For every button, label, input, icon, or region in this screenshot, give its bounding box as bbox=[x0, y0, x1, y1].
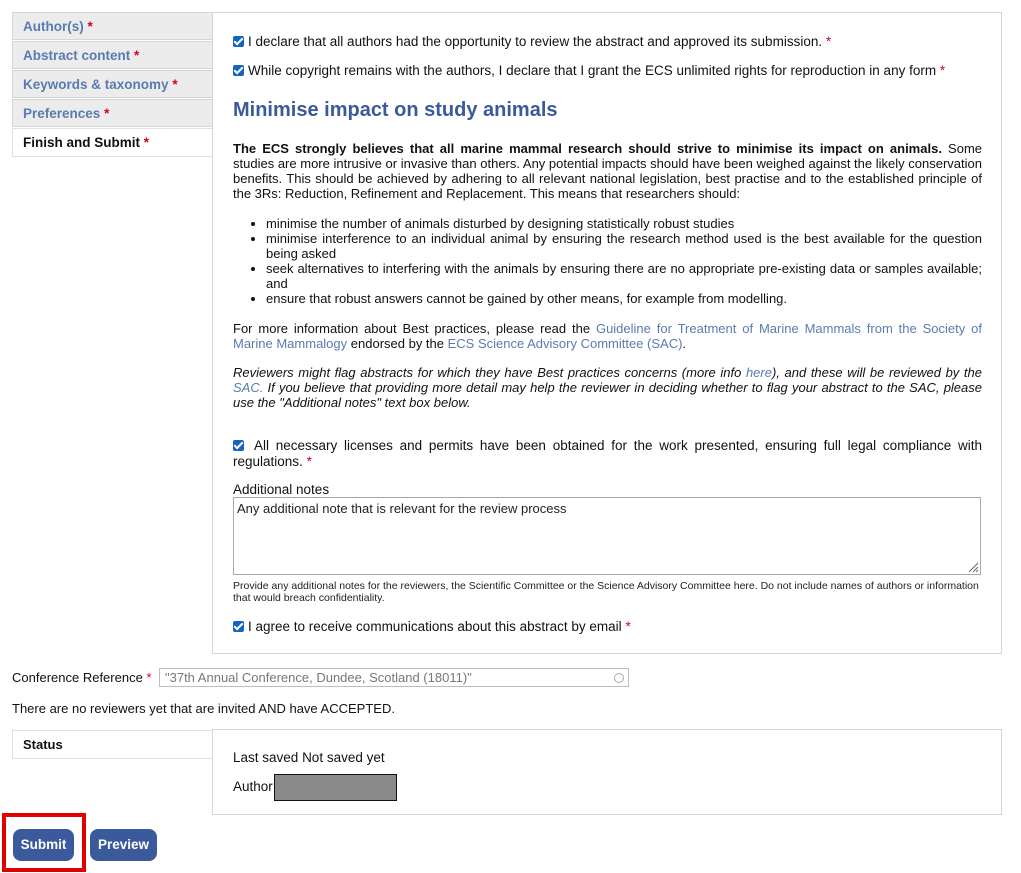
section-title: Minimise impact on study animals bbox=[233, 99, 558, 121]
form-tabs bbox=[12, 12, 213, 158]
tab-finish-and-submit[interactable] bbox=[12, 128, 213, 157]
tab-keywords-taxonomy[interactable] bbox=[12, 70, 213, 98]
more-info-text: For more information about Best practices, please read the bbox=[233, 321, 596, 336]
sac-short-link[interactable]: SAC. bbox=[233, 380, 264, 395]
reviewers-status-note: There are no reviewers yet that are invited AND have ACCEPTED. bbox=[12, 701, 395, 716]
finish-submit-panel bbox=[212, 12, 1002, 654]
intro-bold: The ECS strongly believes that all marine mammal research should strive to minimise its impact on animals. bbox=[233, 141, 942, 156]
licenses-checkbox[interactable] bbox=[233, 440, 244, 451]
list-item: • seek alternatives to interfering with the animals by ensuring there are no appropriate pre-existing data or samples available; and bbox=[266, 261, 982, 291]
list-item: • ensure that robust answers cannot be gained by other means, for example from modelling. bbox=[266, 291, 982, 306]
required-marker: * bbox=[306, 454, 312, 469]
sac-link[interactable]: ECS Science Advisory Committee (SAC) bbox=[447, 336, 683, 351]
communications-label: I agree to receive communications about this abstract by email bbox=[248, 619, 622, 634]
additional-notes-label: Additional notes bbox=[233, 482, 330, 497]
conference-reference-value: "37th Annual Conference, Dundee, Scotland (18011)" bbox=[165, 670, 472, 685]
communications-agreement bbox=[233, 619, 631, 634]
list-item: • minimise interference to an individual animal by ensuring the research method used is the best available for the question being asked bbox=[266, 231, 982, 261]
author-label: Author bbox=[233, 779, 273, 794]
submit-button[interactable]: Submit bbox=[13, 829, 74, 861]
list-item: • minimise the number of animals disturbed by designing statistically robust studies bbox=[266, 216, 982, 231]
last-saved-value: Not saved yet bbox=[302, 750, 385, 765]
tab-label: Keywords & taxonomy bbox=[23, 77, 169, 92]
additional-notes-help: Provide any additional notes for the reviewers, the Scientific Committee or the Science Advisory Committee here. Do not include names of authors or information that would breach confidentiality. bbox=[233, 580, 979, 604]
declaration-copyright-checkbox[interactable] bbox=[233, 65, 244, 76]
tab-status[interactable]: Status bbox=[12, 730, 213, 759]
section-intro bbox=[233, 141, 982, 201]
redacted-author-name bbox=[274, 774, 397, 801]
intro-text: Some studies are more intrusive or invasive than others. Any potential impacts should have been weighed against the likely conservation benefits. This should be achieved by adhering to all relevant national legislation, best practise and to the established principle of the 3Rs: Reduction, Refinement and Replacement. This means that researchers should: bbox=[233, 141, 983, 201]
guideline-link[interactable]: Guideline for Treatment of Marine Mammals from the Society of Marine Mammalogy bbox=[233, 321, 982, 351]
reviewers-text: If you believe that providing more detail may help the reviewer in deciding whether to flag your abstract to the SAC, please use the "Additional notes" text box below. bbox=[233, 380, 982, 410]
conference-reference-label bbox=[12, 670, 152, 685]
declaration-review-checkbox[interactable] bbox=[233, 36, 244, 47]
more-info-paragraph bbox=[233, 321, 982, 351]
tab-label: Author(s) bbox=[23, 19, 84, 34]
declaration-copyright-label: While copyright remains with the authors, I declare that I grant the ECS unlimited rights for reproduction in any form bbox=[248, 63, 937, 78]
conference-reference-select[interactable] bbox=[159, 668, 629, 687]
required-marker: * bbox=[625, 619, 631, 634]
communications-checkbox[interactable] bbox=[233, 621, 244, 632]
status-panel bbox=[212, 729, 1002, 815]
required-marker: * bbox=[939, 63, 946, 78]
licenses-label: All necessary licenses and permits have been obtained for the work presented, ensuring full legal compliance with regulations. bbox=[233, 438, 982, 469]
here-link[interactable]: here bbox=[745, 365, 772, 380]
required-marker: * bbox=[87, 19, 93, 34]
period-text: . bbox=[682, 336, 687, 351]
required-marker: * bbox=[146, 670, 152, 685]
additional-notes-value: Any additional note that is relevant for the review process bbox=[237, 501, 567, 516]
tab-label: Preferences bbox=[23, 106, 101, 121]
additional-notes-textarea[interactable] bbox=[233, 497, 981, 575]
last-saved-label: Last saved bbox=[233, 750, 299, 765]
reviewers-text: ), and these will be reviewed by the bbox=[771, 365, 982, 380]
clear-icon[interactable] bbox=[614, 673, 624, 683]
reviewers-text: Reviewers might flag abstracts for which they have Best practices concerns (more info bbox=[233, 365, 746, 380]
declaration-review bbox=[233, 34, 831, 49]
required-marker: * bbox=[172, 77, 178, 92]
declaration-copyright bbox=[233, 63, 945, 78]
required-marker: * bbox=[143, 135, 150, 150]
required-marker: * bbox=[134, 48, 140, 63]
declaration-review-label: I declare that all authors had the opportunity to review the abstract and approved its submission. bbox=[248, 34, 823, 49]
tab-label: Abstract content bbox=[23, 48, 131, 63]
required-marker: * bbox=[825, 34, 832, 49]
licenses-declaration bbox=[233, 438, 982, 470]
endorsed-text: endorsed by the bbox=[347, 336, 448, 351]
conference-label-text: Conference Reference bbox=[12, 670, 143, 685]
required-marker: * bbox=[104, 106, 110, 121]
researcher-guidelines-list bbox=[233, 216, 982, 306]
preview-button[interactable]: Preview bbox=[90, 829, 157, 861]
tab-label: Finish and Submit bbox=[23, 135, 140, 150]
resize-grip-icon[interactable] bbox=[967, 561, 979, 573]
last-saved bbox=[233, 750, 385, 765]
tab-authors[interactable] bbox=[12, 12, 213, 40]
tab-abstract-content[interactable] bbox=[12, 41, 213, 69]
tab-preferences[interactable] bbox=[12, 99, 213, 127]
reviewers-paragraph bbox=[233, 365, 982, 410]
